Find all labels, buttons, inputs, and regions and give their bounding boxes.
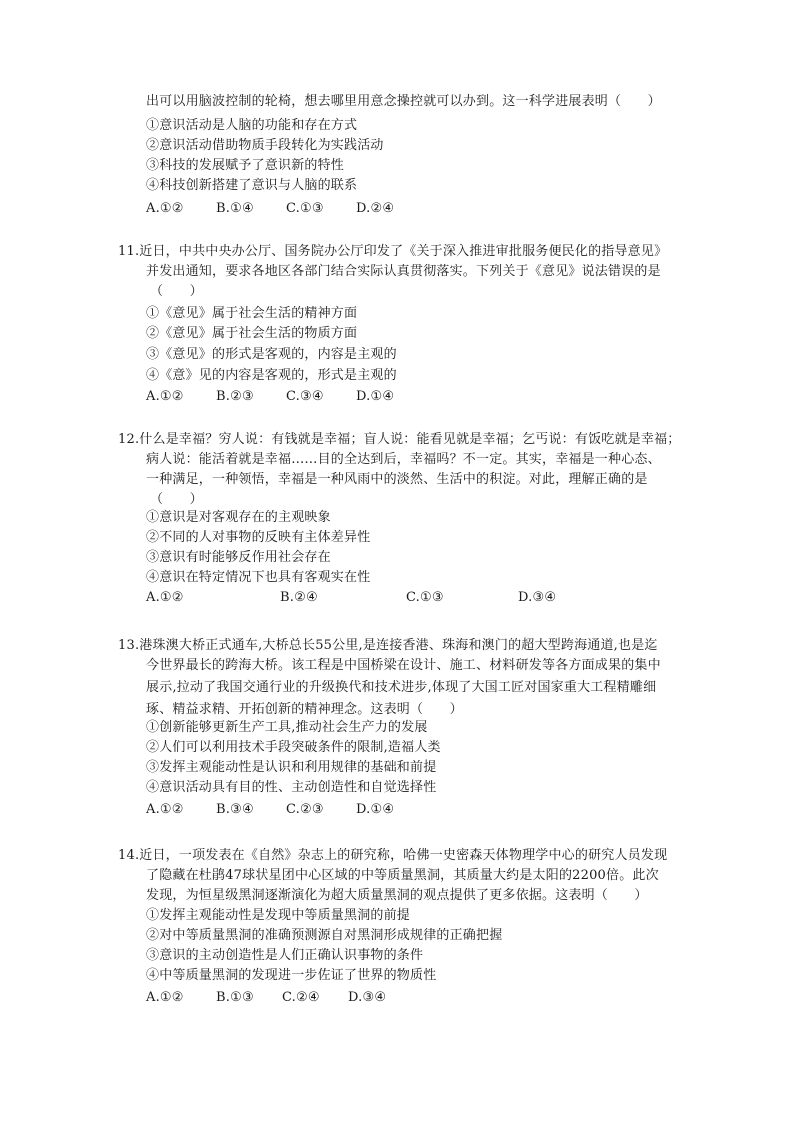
q11-choices	[146, 387, 426, 407]
q10-option-4: ④科技创新搭建了意识与人脑的联系	[146, 178, 358, 193]
q14-option-4: ④中等质量黑洞的发现进一步佐证了世界的物质性	[146, 968, 437, 983]
q14-choices	[146, 988, 418, 1008]
q11-choice-c: C.③④	[286, 389, 324, 404]
q11-choice-d: D.①④	[356, 389, 395, 404]
q13-stem-line-4: 琢、精益求精、开拓创新的精神理念。这表明（ ）	[146, 702, 463, 717]
q11-option-2: ②《意见》属于社会生活的物质方面	[146, 326, 358, 341]
q12-choice-a: A.①②	[146, 590, 184, 605]
q11-choice-b: B.②③	[216, 389, 254, 404]
q12-choice-b: B.②④	[280, 590, 318, 605]
q12-choice-d: D.③④	[518, 590, 557, 605]
q10-option-1: ①意识活动是人脑的功能和存在方式	[146, 118, 358, 133]
q12-stem-line-2: 病人说：能活着就是幸福……目的全达到后，幸福吗？不一定。其实，幸福是一种心态、	[146, 452, 661, 467]
q13-option-2: ②人们可以利用技术手段突破条件的限制,造福人类	[146, 740, 441, 755]
q10-option-3: ③科技的发展赋予了意识新的特性	[146, 158, 345, 173]
q12-option-3: ③意识有时能够反作用社会存在	[146, 550, 331, 565]
q12-choices	[146, 588, 588, 608]
q13-option-4: ④意识活动具有目的性、主动创造性和自觉选择性	[146, 780, 437, 795]
q12-stem-line-1: 12.什么是幸福？穷人说：有钱就是幸福；盲人说：能看见就是幸福；乞丐说：有饭吃就是幸福；	[118, 432, 681, 447]
q14-option-3: ③意识的主动创造性是人们正确认识事物的条件	[146, 948, 424, 963]
q13-option-3: ③发挥主观能动性是认识和利用规律的基础和前提	[146, 760, 437, 775]
q14-option-1: ①发挥主观能动性是发现中等质量黑洞的前提	[146, 908, 411, 923]
q14-stem-line-3: 发现，为恒星级黑洞逐渐演化为超大质量黑洞的观点提供了更多依据。这表明（ ）	[146, 888, 648, 903]
q10-choice-a: A.①②	[146, 201, 184, 216]
q11-choice-a: A.①②	[146, 389, 184, 404]
q10-stem-line-1: 出可以用脑波控制的轮椅，想去哪里用意念操控就可以办到。这一科学进展表明（ ）	[146, 94, 661, 109]
q10-choice-d: D.②④	[356, 201, 395, 216]
q13-choice-d: D.①④	[356, 802, 395, 817]
q14-option-2: ②对中等质量黑洞的准确预测源自对黑洞形成规律的正确把握	[146, 928, 503, 943]
q12-stem-line-3: 一种满足，一种领悟，幸福是一种风雨中的淡然、生活中的积淀。对此，理解正确的是	[146, 472, 648, 487]
q13-choice-b: B.③④	[216, 802, 254, 817]
q13-stem-line-1: 13.港珠澳大桥正式通车,大桥总长55公里,是连接香港、珠海和澳门的超大型跨海通道,也是迄	[118, 638, 658, 653]
q14-choice-b: B.①③	[216, 990, 254, 1005]
q12-stem-line-4: （ ）	[150, 492, 203, 507]
q12-choice-c: C.①③	[406, 590, 444, 605]
q13-option-1: ①创新能够更新生产工具,推动社会生产力的发展	[146, 720, 428, 735]
q10-choice-c: C.①③	[286, 201, 324, 216]
q13-choice-a: A.①②	[146, 802, 184, 817]
q13-stem-line-2: 今世界最长的跨海大桥。该工程是中国桥梁在设计、施工、材料研发等各方面成果的集中	[146, 658, 661, 673]
q13-choice-c: C.②③	[286, 802, 324, 817]
q11-stem-line-1: 11.近日，中共中央办公厅、国务院办公厅印发了《关于深入推进审批服务便民化的指导意见》	[118, 244, 668, 259]
q13-choices	[146, 800, 426, 820]
q11-option-3: ③《意见》的形式是客观的，内容是主观的	[146, 347, 397, 362]
q14-stem-line-2: 了隐藏在杜鹃47球状星团中心区域的中等质量黑洞，其质量大约是太阳的2200倍。此次	[146, 868, 659, 883]
q14-stem-line-1: 14.近日，一项发表在《自然》杂志上的研究称，哈佛一史密森天体物理学中心的研究人员发现	[118, 848, 668, 863]
q12-option-2: ②不同的人对事物的反映有主体差异性	[146, 530, 371, 545]
q14-choice-a: A.①②	[146, 990, 184, 1005]
q11-stem-line-2: 并发出通知，要求各地区各部门结合实际认真贯彻落实。下列关于《意见》说法错误的是	[146, 264, 661, 279]
q10-choice-b: B.①④	[216, 201, 254, 216]
q11-option-1: ①《意见》属于社会生活的精神方面	[146, 306, 358, 321]
q12-option-1: ①意识是对客观存在的主观映象	[146, 510, 331, 525]
q10-choices	[146, 199, 426, 219]
q13-stem-line-3: 展示,拉动了我国交通行业的升级换代和技术进步,体现了大国工匠对国家重大工程精雕细	[146, 680, 657, 695]
q11-option-4: ④《意》见的内容是客观的，形式是主观的	[146, 368, 397, 383]
q14-choice-d: D.③④	[348, 990, 387, 1005]
q10-option-2: ②意识活动借助物质手段转化为实践活动	[146, 138, 384, 153]
q14-choice-c: C.②④	[282, 990, 320, 1005]
q11-stem-line-3: （ ）	[150, 284, 203, 299]
q12-option-4: ④意识在特定情况下也具有客观实在性	[146, 570, 371, 585]
